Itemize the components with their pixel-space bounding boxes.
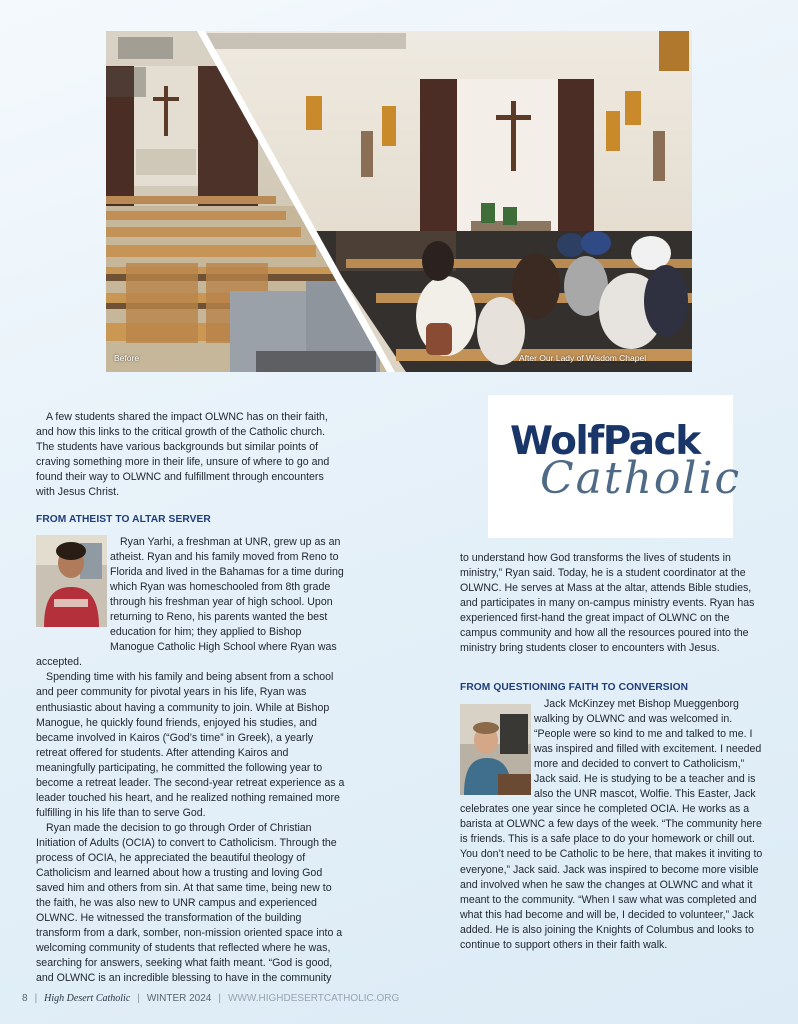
section2-paragraph: Jack McKinzey met Bishop Mueggenborg walking by OLWNC and was welcomed in. “People were so kind to me and talked to me. I was inspired and filled with excitement. I needed more and decided to convert to Catholicism,” Jack said. He is studying to be a teacher and is also the UNR mascot, Wolfie. This Easter, Jack celebrates one year since he completed OCIA. He works as a barista at OLWNC a few days of the week. “The community here is friends. This is a safe place to do your homework or chill out. You don’t need to be Catholic to be here, that makes it inviting to everyone,” Jack said. Jack was inspired to become more visible and involved when he saw the changes at OLWNC and what it meant to the community. “When I saw what was completed and what this had become and will be, I decided to volunteer,” Jack added. He is also joining the Knights of Columbus and looks to continue to support others in their faith walk. xyxy=(460,698,763,951)
logo-wolfpack-text: WolfPack xyxy=(510,419,700,464)
section1-continuation xyxy=(460,551,765,656)
section1-body xyxy=(36,535,346,986)
publication-name: High Desert Catholic xyxy=(44,993,131,1004)
section2-body xyxy=(460,697,765,953)
section-heading-atheist: FROM ATHEIST TO ALTAR SERVER xyxy=(36,514,211,525)
section1-paragraph-2: Spending time with his family and being absent from a school and peer community for pivotal years in his life, Ryan was enthusiastic about having a community to join. While at Bishop Manogue, he quickly found friends, enjoyed his studies, and became involved in Kairos (“God’s time” in Greek), a yearly retreat offered for students. After attending Kairos and meaningfully participating, he committed the following year to become a retreat leader. The second-year retreat experience as a leader touched his heart, and he realized nothing remained more fulfilling in his life than to serve God. xyxy=(36,671,345,819)
chapel-photo-collage xyxy=(106,31,692,372)
website-url[interactable]: WWW.HIGHDESERTCATHOLIC.ORG xyxy=(227,993,400,1004)
after-caption: After Our Lady of Wisdom Chapel xyxy=(519,353,647,363)
section1-paragraph-3: Ryan made the decision to go through Order of Christian Initiation of Adults (OCIA) to convert to Catholicism. Through the process of OCIA, he appreciated the beautiful theology of Catholicism and learned about how a trusting and loving God saved him and others from sin. At that same time, being new to the faith, he was also new to UNR campus and experienced OLWNC. He witnessed the transformation of the building transform from a dark, somber, non-mission oriented space into a welcoming community of students that reflected where he was, searching for answers, seeking what faith meant. “God is good, and OLWNC is an incredible blessing to have in the community xyxy=(36,821,343,985)
wolfpack-catholic-logo xyxy=(488,395,742,538)
logo-catholic-text: Catholic xyxy=(540,453,742,504)
page-footer: 8 | High Desert Catholic | WINTER 2024 | WWW.HIGHDESERTCATHOLIC.ORG xyxy=(22,993,400,1004)
section1-paragraph-1: Ryan Yarhi, a freshman at UNR, grew up as an atheist. Ryan and his family moved from Reno to Florida and lived in the Bahamas for a time during which Ryan was homeschooled from 8th grade through his freshman year of high school. Upon returning to Reno, his parents wanted the best education for him; they applied to Bishop Manogue Catholic High School where Ryan was accepted. xyxy=(36,536,344,669)
issue-label: WINTER 2024 xyxy=(146,993,212,1004)
continuation-text: to understand how God transforms the lives of students in ministry,” Ryan said. Today, he is a student coordinator at the OLWNC. He serves at Mass at the altar, attends Bible studies, and participates in many on-campus ministry events. Ryan has experienced first-hand the great impact of OLWNC on the campus community and how all the resources poured into the ministry bring students closer to encounters with Jesus. xyxy=(460,552,755,655)
intro-text: A few students shared the impact OLWNC has on their faith, and how this links to the critical growth of the Catholic church. The students have various backgrounds but similar points of craving something more in their life, unsure of where to go and found their way to OLWNC and fulfillment through encounters with Jesus Christ. xyxy=(36,411,330,499)
before-caption: Before xyxy=(114,353,140,363)
section-heading-conversion: FROM QUESTIONING FAITH TO CONVERSION xyxy=(460,682,689,693)
page-number: 8 xyxy=(22,993,28,1004)
intro-paragraph xyxy=(36,410,336,500)
chapel-photos xyxy=(106,31,692,372)
